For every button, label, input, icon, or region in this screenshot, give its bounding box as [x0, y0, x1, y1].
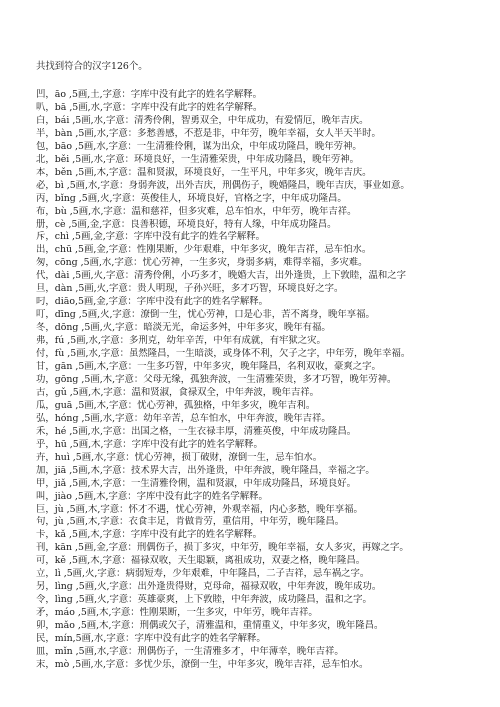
list-item: 瓜，guā ,5画,木,字意：忧心劳神，孤独格，中年多灾，晚年吉利。 — [36, 399, 316, 411]
list-item: 叮，dīng ,5画,火,字意：潦倒一生，忧心劳神，口是心非，苦不离身，晚年享福。 — [36, 309, 375, 321]
list-item: 甲，jiǎ ,5画,木,字意：一生清雅伶俐，温和贤淑，中年成功隆昌，环境良好。 — [36, 477, 357, 489]
list-item: 立，lì ,5画,火,字意：病弱短寿，少年艰难，中年隆昌，二子吉祥，忌车祸之字。 — [36, 568, 370, 580]
list-item: 付，fù ,5画,水,字意：虽然隆昌，一生暗淡，或身体不利，欠子之字，中年劳，晚年幸福。 — [36, 348, 411, 360]
list-item: 另，lìng ,5画,火,字意：出外逢贵得财，克母命，福禄双收，中年奔波，晚年成功。 — [36, 581, 382, 593]
list-item: 册，cè ,5画,金,字意：良善积德，环境良好，特有人缘，中年成功隆昌。 — [36, 218, 337, 230]
list-item: 可，kě ,5画,木,字意：福禄双收，天生聪颖，离祖成功，双妻之格，晚年隆昌。 — [36, 555, 366, 567]
list-item: 矛，máo ,5画,木,字意：性刚果断，一生多灾，中年劳，晚年吉祥。 — [36, 607, 318, 619]
list-item: 禾，hé ,5画,水,字意：出国之格，一生衣禄丰厚，清雅英俊，中年成功隆昌。 — [36, 425, 357, 437]
list-item: 乎，hū ,5画,木,字意：字库中没有此字的姓名学解释。 — [36, 438, 263, 450]
list-item: 卉，huì ,5画,水,字意：忧心劳神，损丁破财，潦倒一生，忌车怕水。 — [36, 451, 323, 463]
list-item: 代，dài ,5画,火,字意：清秀伶俐，小巧多才，晚婚大吉，出外逢贵，上下敦睦，温和之字 — [36, 270, 406, 282]
list-item: 卯，mǎo ,5画,木,字意：刑偶或欠子，清雅温和，重情重义，中年多灾，晚年隆昌。 — [36, 620, 384, 632]
list-item: 巨，jù ,5画,木,字意：怀才不遇，忧心劳神，外观幸福，内心多愁，晚年享福。 — [36, 503, 363, 515]
list-item: 本，běn ,5画,木,字意：温和贤淑，环境良好，一生平凡，中年多灾，晚年吉庆。 — [36, 166, 372, 178]
list-item: 皿，mǐn ,5画,水,字意：刑偶伤子，一生清雅多才，中年薄幸，晚年吉祥。 — [36, 645, 344, 657]
list-item: 刊，kān ,5画,金,字意：刑偶伤子，损丁多灾，中年劳，晚年幸福，女人多灾，再嫁之字。 — [36, 542, 409, 554]
list-item: 冬，dōng ,5画,火,字意：暗淡无光，命运多舛，中年多灾，晚年有福。 — [36, 322, 331, 334]
list-item: 必，bì ,5画,水,字意：身弱奔波，出外吉庆，刑偶伤子，晚婚隆昌，晚年吉庆，事业如意。 — [36, 179, 410, 191]
character-list — [36, 89, 490, 672]
list-item: 弘，hóng ,5画,水,字意：幼年辛苦，总车怕水，中年奔波，晚年吉祥。 — [36, 412, 331, 424]
list-item: 加，jiā ,5画,木,字意：技术界大吉，出外逢贵，中年奔波，晚年隆昌，幸福之字。 — [36, 464, 375, 476]
list-item: 布，bù ,5画,水,字意：温和慈祥，但多灾难，总车怕水，中年劳，晚年吉祥。 — [36, 205, 357, 217]
list-item: 弗，fú ,5画,水,字意：多刑克，幼年辛苦，中年有成就，有牢狱之灾。 — [36, 335, 326, 347]
list-item: 民，mín,5画,水,字意：字库中没有此字的姓名学解释。 — [36, 633, 266, 645]
list-item: 旦，dàn ,5画,火,字意：贵人明现，子孙兴旺，多才巧智，环境良好之字。 — [36, 283, 344, 295]
list-item: 功，gōng ,5画,木,字意：父母无缘，孤独奔波，一生清雅荣贵，多才巧智，晚年劳神。 — [36, 373, 397, 385]
list-item: 令，lìng ,5画,火,字意：英雄豪爽，上下敦睦，中年奔波，成功隆昌，温和之字。 — [36, 594, 372, 606]
list-item: 半，bàn ,5画,水,字意：多愁善感，不惹是非，中年劳，晚年幸福，女人半天半时。 — [36, 127, 381, 139]
list-item: 甘，gān ,5画,木,字意：一生多巧智，中年多灾，晚年隆昌，名利双收，豪爽之字。 — [36, 361, 381, 373]
list-item: 北，běi ,5画,水,字意：环境良好，一生清雅荣贵，中年成功隆昌，晚年劳神。 — [36, 153, 360, 165]
list-item: 末，mò ,5画,水,字意：多忧少乐，潦倒一生，中年多灾，晚年吉祥，忌车怕水。 — [36, 658, 369, 670]
list-item: 斥，chì ,5画,金,字意：字库中没有此字的姓名学解释。 — [36, 231, 266, 243]
list-item: 古，gǔ ,5画,木,字意：温和贤淑，食禄双全，中年奔波，晚年吉祥。 — [36, 386, 320, 398]
list-item: 匆，cōng ,5画,水,字意：忧心劳神，一生多灾，身弱多病，难得幸福，多灾难。 — [36, 257, 368, 269]
result-summary: 共找到符合的汉字126个。 — [36, 61, 148, 72]
list-item: 出，chū ,5画,金,字意：性刚果断，少年艰难，中年多灾，晚年吉祥，忌车怕水。 — [36, 244, 372, 256]
list-item: 包，bāo ,5画,水,字意：一生清雅伶俐，谋为出众，中年成功隆昌，晚年劳神。 — [36, 140, 362, 152]
list-item: 丙，bǐng ,5画,火,字意：英俊佳人，环境良好，官格之字，中年成功隆昌。 — [36, 192, 347, 204]
list-item: 凹，āo ,5画,土,字意：字库中没有此字的姓名学解释。 — [36, 89, 262, 100]
list-item: 叫，jiào ,5画,木,字意：字库中没有此字的姓名学解释。 — [36, 490, 268, 502]
list-item: 句，jù ,5画,木,字意：衣食丰足，肯做肯劳，重信用，中年劳，晚年隆昌。 — [36, 516, 345, 528]
list-item: 卡，kǎ ,5画,木,字意：字库中没有此字的姓名学解释。 — [36, 529, 263, 541]
list-item: 叭，bā ,5画,水,字意：字库中没有此字的姓名学解释。 — [36, 101, 263, 113]
list-item: 叼，diāo,5画,金,字意：字库中没有此字的姓名学解释。 — [36, 296, 269, 308]
list-item: 白，bái ,5画,水,字意：清秀伶俐，智勇双全，中年成功，有爱情厄，晚年吉庆。 — [36, 114, 369, 126]
